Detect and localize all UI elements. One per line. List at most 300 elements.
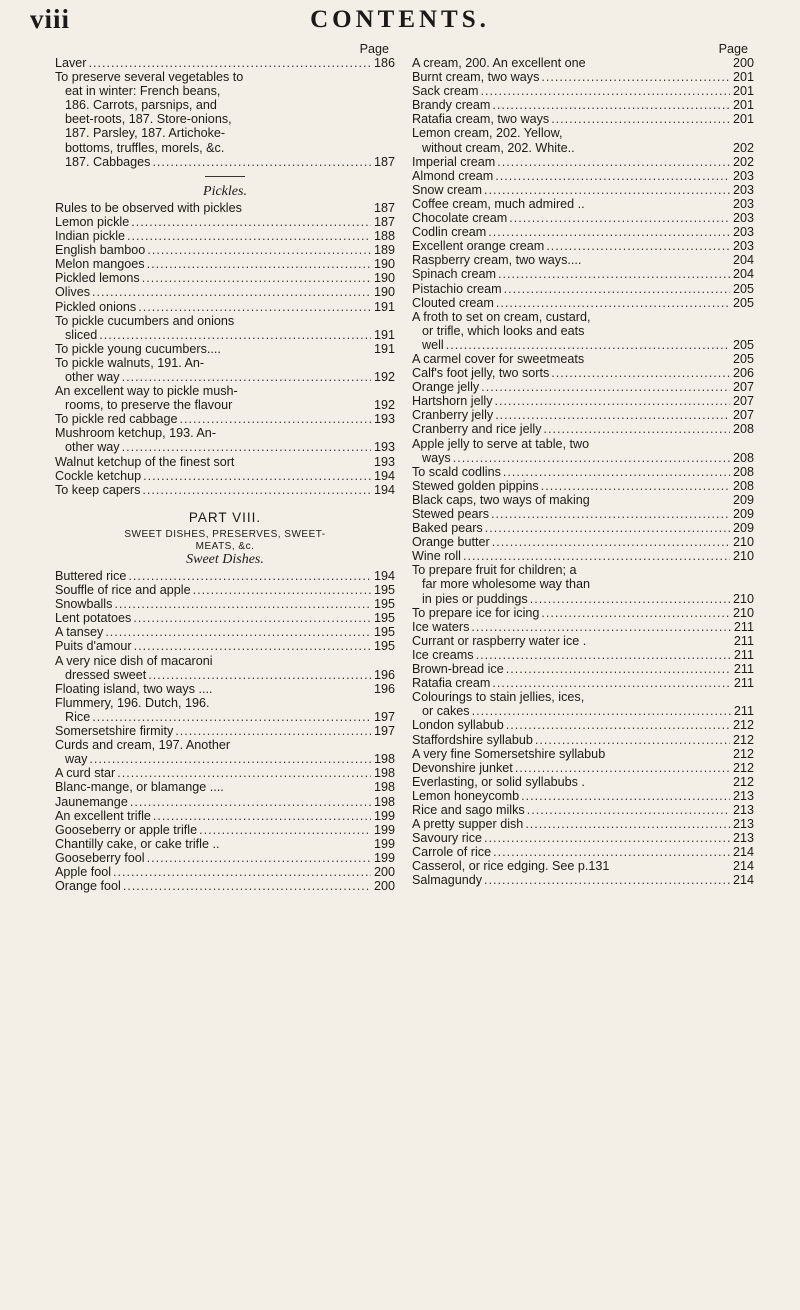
dot-leader [147, 257, 371, 271]
entry-title: Coffee cream, much admired .. [412, 196, 585, 211]
entry-title: Burnt cream, two ways [412, 70, 540, 85]
entry-title: An excellent trifle [55, 808, 151, 823]
dot-leader [497, 155, 730, 169]
toc-entry [55, 426, 395, 440]
entry-page-number: 209 [732, 521, 754, 536]
dot-leader [521, 789, 730, 803]
toc-entry [55, 583, 395, 597]
entry-title: An excellent way to pickle mush- [55, 384, 238, 399]
entry-title: Flummery, 196. Dutch, 196. [55, 695, 210, 710]
dot-leader [525, 817, 730, 831]
toc-entry [55, 70, 395, 84]
entry-title: Everlasting, or solid syllabubs . [412, 774, 585, 789]
dot-leader [488, 225, 730, 239]
dot-leader [147, 243, 371, 257]
entry-title: Baked pears [412, 521, 483, 536]
entry-page-number: 189 [373, 243, 395, 258]
entry-page-number: 213 [732, 788, 754, 803]
entry-page-number: 186 [373, 56, 395, 70]
dot-leader [504, 282, 730, 296]
toc-entry [412, 239, 754, 253]
toc-entry [412, 296, 754, 310]
entry-title: Wine roll [412, 549, 461, 564]
entry-title: Brown-bread ice [412, 662, 504, 677]
dot-leader [175, 724, 371, 738]
entry-page-number: 205 [732, 295, 754, 310]
entry-title: Melon mangoes [55, 257, 145, 272]
entry-title: To pickle walnuts, 191. An- [55, 355, 205, 370]
dot-leader [492, 676, 731, 690]
dot-leader [509, 211, 730, 225]
entry-title: English bamboo [55, 243, 146, 258]
toc-entry [55, 639, 395, 653]
toc-entry [55, 710, 395, 724]
dot-leader [180, 412, 371, 426]
toc-entry [55, 879, 395, 893]
toc-entry [412, 225, 754, 239]
toc-entry [55, 696, 395, 710]
entry-page-number: 195 [373, 639, 395, 654]
toc-entry [55, 56, 395, 70]
toc-entry [55, 98, 395, 112]
entry-title: To pickle young cucumbers.... [55, 341, 221, 356]
toc-entry [412, 169, 754, 183]
dot-leader [153, 809, 371, 823]
entry-page-number: 211 [733, 619, 754, 634]
entry-page-number: 212 [732, 760, 754, 775]
dot-leader [551, 366, 730, 380]
entry-title: 186. Carrots, parsnips, and [65, 98, 217, 113]
entry-title: without cream, 202. White.. [422, 140, 575, 155]
running-head: CONTENTS. [310, 6, 490, 33]
dot-leader [495, 394, 730, 408]
entry-title: Ratafia cream, two ways [412, 112, 550, 127]
entry-title: dressed sweet [65, 667, 147, 682]
dot-leader [92, 285, 371, 299]
toc-entry [55, 752, 395, 766]
entry-title: London syllabub [412, 718, 504, 733]
toc-entry [412, 704, 754, 718]
entry-title: Indian pickle [55, 229, 126, 244]
entry-title: 187. Parsley, 187. Artichoke- [65, 126, 226, 141]
dot-leader [506, 718, 730, 732]
dot-leader [495, 169, 730, 183]
toc-entry [55, 483, 395, 497]
entry-page-number: 195 [373, 583, 395, 598]
entry-title: in pies or puddings [422, 591, 528, 606]
entry-title: Cockle ketchup [55, 468, 142, 483]
dot-leader [503, 465, 730, 479]
toc-entry [55, 851, 395, 865]
toc-entry [55, 215, 395, 229]
entry-title: Snowballs [55, 597, 113, 612]
dot-leader [544, 422, 730, 436]
entry-title: Savoury rice [412, 831, 482, 846]
entry-title: Lent potatoes [55, 611, 132, 626]
toc-entry [412, 310, 754, 324]
dot-leader [128, 569, 371, 583]
entry-title: A pretty supper dish [412, 817, 524, 832]
toc-entry [55, 356, 395, 370]
dot-leader [492, 535, 730, 549]
toc-entry [55, 865, 395, 879]
dot-leader [99, 328, 371, 342]
entry-title: Jaunemange [55, 794, 128, 809]
toc-entry [55, 328, 395, 342]
dot-leader [463, 549, 730, 563]
entries-creams-jellies [412, 56, 754, 888]
dot-leader [113, 865, 371, 879]
entry-page-number: 202 [732, 154, 754, 169]
toc-entry [55, 440, 395, 454]
toc-entry [412, 549, 754, 563]
entry-page-number: 199 [373, 808, 395, 823]
entry-title: ways [422, 450, 451, 465]
dot-leader [493, 845, 730, 859]
dot-leader [131, 215, 371, 229]
entry-title: bottoms, truffles, morels, &c. [65, 140, 225, 155]
toc-entry [412, 70, 754, 84]
entry-title: or cakes [422, 704, 470, 719]
entry-page-number: 197 [373, 724, 395, 739]
entry-page-number: 212 [732, 732, 754, 747]
entry-page-number: 210 [732, 549, 754, 564]
dot-leader [484, 831, 730, 845]
left-column [55, 42, 395, 893]
toc-entry [412, 521, 754, 535]
entry-page-number: 193 [373, 440, 395, 455]
dot-leader [127, 229, 371, 243]
dot-leader [481, 84, 730, 98]
toc-entry [412, 408, 754, 422]
entries-sweet-dishes [55, 569, 395, 893]
dot-leader [105, 625, 371, 639]
entry-title: Olives [55, 285, 90, 300]
toc-entry [55, 300, 395, 314]
entry-title: Curds and cream, 197. Another [55, 738, 231, 753]
entry-title: Mushroom ketchup, 193. An- [55, 426, 217, 441]
entry-title: Casserol, or rice edging. See p.131 [412, 859, 610, 874]
toc-entry [412, 803, 754, 817]
entry-page-number: 208 [732, 464, 754, 479]
entry-title: Rules to be observed with pickles [55, 200, 242, 215]
dot-leader [199, 823, 371, 837]
entry-page-number: 198 [373, 766, 395, 781]
entry-title: Devonshire junket [412, 760, 513, 775]
part-title-line-1: SWEET DISHES, PRESERVES, SWEET- [124, 528, 326, 540]
toc-entry [412, 620, 754, 634]
entry-title: Apple jelly to serve at table, two [412, 436, 590, 451]
entry-title: Ice waters [412, 619, 470, 634]
toc-entry [412, 634, 754, 648]
entry-page-number: 195 [373, 625, 395, 640]
entry-page-number: 208 [732, 422, 754, 437]
entry-title: Chantilly cake, or cake trifle .. [55, 836, 220, 851]
toc-entry [412, 577, 754, 591]
entry-page-number: 198 [373, 752, 395, 767]
entry-title: Walnut ketchup of the finest sort [55, 454, 235, 469]
page-column-label: Page [359, 42, 389, 56]
entry-title: Lemon cream, 202. Yellow, [412, 126, 563, 141]
entry-title: Orange butter [412, 535, 490, 550]
entry-page-number: 203 [732, 211, 754, 226]
toc-entry [412, 845, 754, 859]
entry-page-number: 190 [373, 257, 395, 272]
toc-entry [412, 352, 754, 366]
entry-page-number: 205 [732, 351, 754, 366]
dot-leader [143, 469, 371, 483]
dot-leader [546, 239, 730, 253]
toc-entry [412, 761, 754, 775]
entry-title: Raspberry cream, two ways.... [412, 253, 582, 268]
dot-leader [92, 710, 371, 724]
toc-entry [55, 271, 395, 285]
entry-title: Brandy cream [412, 98, 491, 113]
entry-page-number: 193 [373, 454, 395, 469]
entry-page-number: 191 [373, 327, 395, 342]
dot-leader [515, 761, 730, 775]
dot-leader [527, 803, 730, 817]
dot-leader [89, 752, 371, 766]
toc-entry [412, 831, 754, 845]
dot-leader [476, 648, 731, 662]
entry-page-number: 198 [373, 794, 395, 809]
page-number: viii [30, 4, 71, 34]
entry-title: Laver [55, 56, 87, 70]
entry-title: Codlin cream [412, 225, 487, 240]
entry-title: Sack cream [412, 84, 479, 99]
entry-page-number: 196 [373, 681, 395, 696]
entry-title: Ice creams [412, 647, 474, 662]
section-heading-pickles: Pickles. [203, 183, 247, 199]
entry-page-number: 209 [732, 507, 754, 521]
dot-leader [492, 98, 730, 112]
entry-page-number: 207 [732, 380, 754, 395]
entry-page-number: 214 [732, 845, 754, 860]
entry-page-number: 211 [733, 662, 754, 677]
dot-leader [122, 370, 371, 384]
entry-title: Black caps, two ways of making [412, 492, 590, 507]
entry-page-number: 211 [733, 647, 754, 662]
toc-entry [412, 155, 754, 169]
entry-page-number: 204 [732, 253, 754, 268]
entry-page-number: 207 [732, 394, 754, 409]
dot-leader [193, 583, 371, 597]
entry-page-number: 187 [373, 214, 395, 229]
dot-leader [142, 271, 371, 285]
entry-title: To keep capers [55, 482, 141, 497]
entry-title: Salmagundy [412, 873, 483, 888]
dot-leader [541, 479, 730, 493]
entry-page-number: 209 [732, 492, 754, 507]
entry-title: Rice and sago milks [412, 802, 525, 817]
entry-title: Pickled onions [55, 299, 137, 314]
entry-page-number: 203 [732, 182, 754, 197]
toc-entry [55, 84, 395, 98]
part-title-line-2: MEATS, &c. [195, 540, 255, 552]
toc-entry [412, 338, 754, 352]
entry-page-number: 213 [732, 817, 754, 832]
toc-entry [412, 662, 754, 676]
entry-page-number: 192 [373, 369, 395, 384]
toc-entry [412, 718, 754, 732]
entry-page-number: 212 [732, 774, 754, 789]
entry-page-number: 194 [373, 468, 395, 483]
entry-title: Gooseberry fool [55, 850, 145, 865]
toc-entry [412, 126, 754, 140]
section-heading-sweet-dishes: Sweet Dishes. [186, 551, 264, 567]
entry-title: A very nice dish of macaroni [55, 653, 213, 668]
entry-title: Carrole of rice [412, 845, 492, 860]
entry-page-number: 202 [732, 140, 754, 155]
toc-entry [412, 422, 754, 436]
entry-page-number: 201 [732, 84, 754, 99]
entry-title: Stewed pears [412, 507, 490, 521]
entry-title: Ratafia cream [412, 676, 491, 691]
entry-title: Almond cream [412, 168, 494, 183]
toc-entry [412, 366, 754, 380]
entry-title: other way [65, 440, 120, 455]
entry-title: well [422, 337, 444, 352]
toc-entry [55, 780, 395, 794]
entry-page-number: 200 [373, 864, 395, 879]
entry-title: Spinach cream [412, 267, 496, 282]
entry-page-number: 208 [732, 478, 754, 493]
entry-title: Colourings to stain jellies, ices, [412, 690, 585, 705]
entry-title: Lemon pickle [55, 214, 130, 229]
entry-page-number: 200 [732, 56, 754, 70]
entries-pickles [55, 201, 395, 497]
dot-leader [138, 300, 371, 314]
toc-entry [412, 859, 754, 873]
entry-page-number: 191 [373, 299, 395, 314]
toc-entry [55, 155, 395, 169]
dot-leader [446, 338, 730, 352]
entry-title: Pistachio cream [412, 281, 502, 296]
toc-entry [55, 342, 395, 356]
toc-entry [55, 809, 395, 823]
entry-page-number: 203 [732, 239, 754, 254]
entry-page-number: 195 [373, 611, 395, 626]
toc-entry [55, 724, 395, 738]
toc-entry [412, 56, 754, 70]
entry-page-number: 211 [733, 704, 754, 719]
entry-title: Snow cream [412, 182, 482, 197]
entry-page-number: 196 [373, 667, 395, 682]
toc-entry [55, 837, 395, 851]
dot-leader [496, 296, 730, 310]
dot-leader [89, 56, 371, 70]
toc-entry [412, 775, 754, 789]
toc-entry [412, 324, 754, 338]
toc-entry [55, 625, 395, 639]
entry-title: way [65, 752, 88, 767]
entry-page-number: 190 [373, 285, 395, 300]
entry-title: A curd star [55, 766, 116, 781]
toc-entry [55, 141, 395, 155]
toc-entry [55, 654, 395, 668]
toc-entry [412, 789, 754, 803]
entry-page-number: 213 [732, 802, 754, 817]
entry-title: Hartshorn jelly [412, 394, 493, 409]
toc-entry [55, 766, 395, 780]
toc-entry [55, 668, 395, 682]
toc-entry [412, 563, 754, 577]
entry-title: Calf's foot jelly, two sorts [412, 366, 550, 381]
entry-title: Cranberry and rice jelly [412, 422, 542, 437]
toc-entry [55, 370, 395, 384]
toc-entry [55, 398, 395, 412]
toc-entry [412, 592, 754, 606]
entry-page-number: 210 [732, 535, 754, 550]
entry-page-number: 210 [732, 605, 754, 620]
toc-entry [55, 201, 395, 215]
entries-vegetables [55, 56, 395, 169]
toc-entry [55, 314, 395, 328]
entry-page-number: 203 [732, 225, 754, 240]
entry-title: eat in winter: French beans, [65, 84, 221, 99]
entry-page-number: 212 [732, 718, 754, 733]
entry-page-number: 207 [732, 408, 754, 423]
entry-title: Souffle of rice and apple [55, 583, 191, 598]
entry-page-number: 199 [373, 836, 395, 851]
dot-leader [491, 507, 730, 521]
dot-leader [541, 70, 730, 84]
entry-title: Chocolate cream [412, 211, 508, 226]
toc-entry [412, 141, 754, 155]
toc-entry [412, 648, 754, 662]
toc-entry [412, 747, 754, 761]
entry-page-number: 190 [373, 271, 395, 286]
entry-title: A froth to set on cream, custard, [412, 309, 591, 324]
entry-title: far more wholesome way than [422, 577, 590, 592]
entry-page-number: 197 [373, 709, 395, 724]
entry-title: rooms, to preserve the flavour [65, 398, 233, 413]
entry-title: Orange jelly [412, 380, 480, 395]
entry-title: Currant or raspberry water ice . [412, 633, 587, 648]
toc-entry [55, 682, 395, 696]
dot-leader [485, 521, 730, 535]
toc-entry [412, 676, 754, 690]
entry-title: Clouted cream [412, 295, 494, 310]
entry-page-number: 198 [373, 780, 395, 795]
dot-leader [114, 597, 371, 611]
entry-page-number: 206 [732, 366, 754, 381]
entry-page-number: 191 [373, 341, 395, 356]
toc-entry [412, 380, 754, 394]
dot-leader [148, 668, 371, 682]
entry-title: Buttered rice [55, 569, 127, 583]
entry-page-number: 192 [373, 398, 395, 413]
entry-title: To pickle cucumbers and onions [55, 313, 235, 328]
entry-title: Excellent orange cream [412, 239, 545, 254]
entry-page-number: 188 [373, 229, 395, 244]
entry-page-number: 194 [373, 482, 395, 497]
entry-page-number: 201 [732, 112, 754, 127]
entry-page-number: 201 [732, 98, 754, 113]
toc-entry [412, 493, 754, 507]
dot-leader [152, 155, 371, 169]
dot-leader [117, 766, 371, 780]
entry-title: Floating island, two ways .... [55, 681, 213, 696]
entry-title: Pickled lemons [55, 271, 140, 286]
toc-entry [412, 267, 754, 281]
entry-page-number: 208 [732, 450, 754, 465]
toc-entry [55, 126, 395, 140]
entry-page-number: 214 [732, 859, 754, 874]
toc-entry [412, 394, 754, 408]
entry-title: To prepare fruit for children; a [412, 563, 577, 578]
